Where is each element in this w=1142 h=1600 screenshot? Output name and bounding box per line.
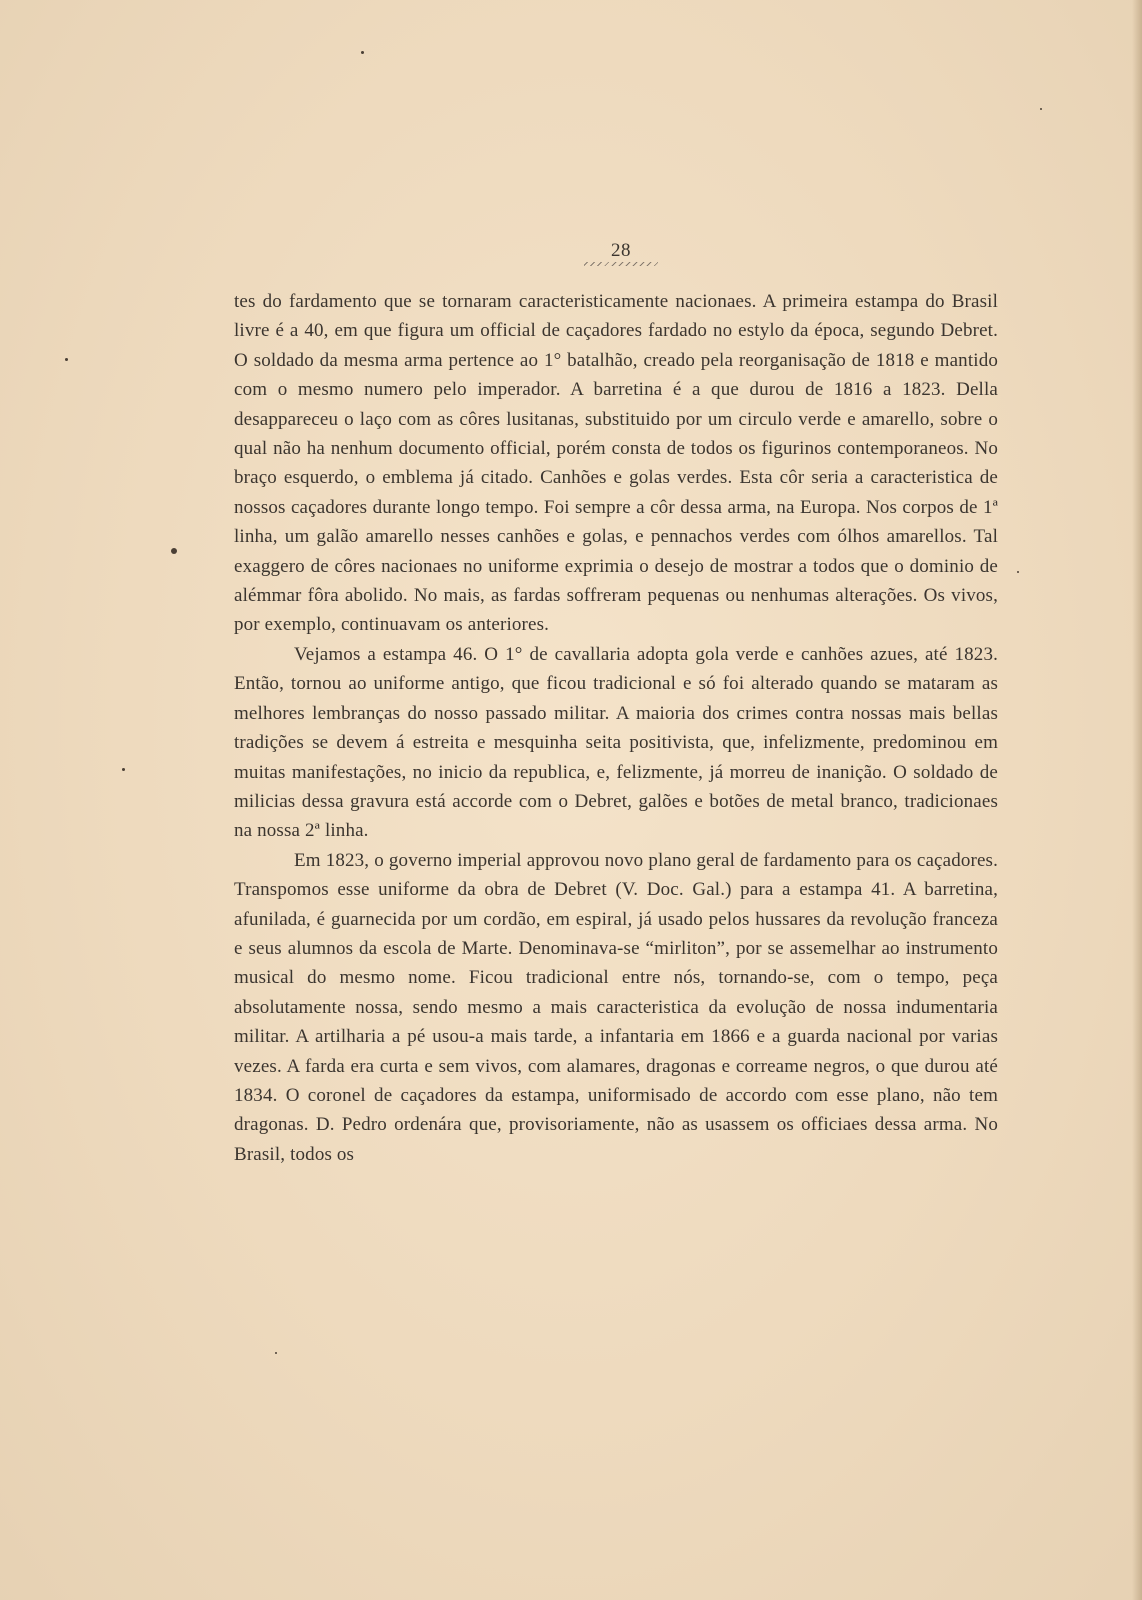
paper-speck xyxy=(275,1352,277,1354)
page-number-block xyxy=(571,240,671,266)
paper-speck xyxy=(1040,108,1042,110)
paragraph-1: tes do fardamento que se tornaram caracteristicamente nacionaes. A primeira estampa do Brasil livre é a 40, em que figura um official de caçadores fardado no estylo da época, segundo Debret. O soldado da mesma arma pertence ao 1° batalhão, creado pela reorganisação de 1818 e mantido com o mesmo numero pelo imperador. A barretina é a que durou de 1816 a 1823. Della desappareceu o laço com as côres lusitanas, substituido por um circulo verde e amarello, sobre o qual não ha nenhum documento official, porém consta de todos os figurinos contemporaneos. No braço esquerdo, o emblema já citado. Canhões e golas verdes. Esta côr seria a caracteristica de nossos caçadores durante longo tempo. Foi sempre a côr dessa arma, na Europa. Nos corpos de 1ª linha, um galão amarello nesses canhões e golas, e pennachos verdes com ólhos amarellos. Tal exaggero de côres nacionaes no uniforme exprimia o desejo de mostrar a todos que o dominio de alémmar fôra abolido. No mais, as fardas soffreram pequenas ou nenhumas alterações. Os vivos, por exemplo, continuavam os anteriores. xyxy=(234,291,998,636)
paragraph-2: Vejamos a estampa 46. O 1° de cavallaria adopta gola verde e canhões azues, até 1823. Então, tornou ao uniforme antigo, que ficou tradicional e só foi alterado quando se mataram as melhores lembranças do nosso passado militar. A maioria dos crimes contra nossas mais bellas tradições se devem á estreita e mesquinha seita positivista, que, infelizmente, predominou em muitas manifestações, no inicio da republica, e, felizmente, já morreu de inanição. O soldado de milicias dessa gravura está accorde com o Debret, galões e botões de metal branco, tradicionaes na nossa 2ª linha. xyxy=(234,643,998,842)
page-number: 28 xyxy=(611,240,631,261)
paper-speck xyxy=(122,768,125,771)
paragraph-3: Em 1823, o governo imperial approvou novo plano geral de fardamento para os caçadores. Transpomos esse uniforme da obra de Debret (V. Doc. Gal.) para a estampa 41. A barretina, afunilada, é guarnecida por um cordão, em espiral, já usado pelos hussares da revolução franceza e seus alumnos da escola de Marte. Denominava-se “mirliton”, por se assemelhar ao instrumento musical do mesmo nome. Ficou tradicional entre nós, tornando-se, com o tempo, peça absolutamente nossa, sendo mesmo a mais caracteristica da evolução de nossa indumentaria militar. A artilharia a pé usou-a mais tarde, a infantaria em 1866 e a guarda nacional por varias vezes. A farda era curta e sem vivos, com alamares, dragonas e correame negros, o que durou até 1834. O coronel de caçadores da estampa, uniformisado de accordo com esse plano, não tem dragonas. D. Pedro ordenára que, provisoriamente, não as usassem os officiaes dessa arma. No Brasil, todos os xyxy=(234,849,998,1165)
body-text xyxy=(234,287,998,1169)
page-number-ornament xyxy=(584,262,658,266)
page-edge-shadow xyxy=(1132,0,1142,1600)
paper-speck xyxy=(361,51,364,54)
paper-speck xyxy=(1017,571,1019,573)
paper-speck xyxy=(65,358,68,361)
paper-speck xyxy=(171,548,177,554)
